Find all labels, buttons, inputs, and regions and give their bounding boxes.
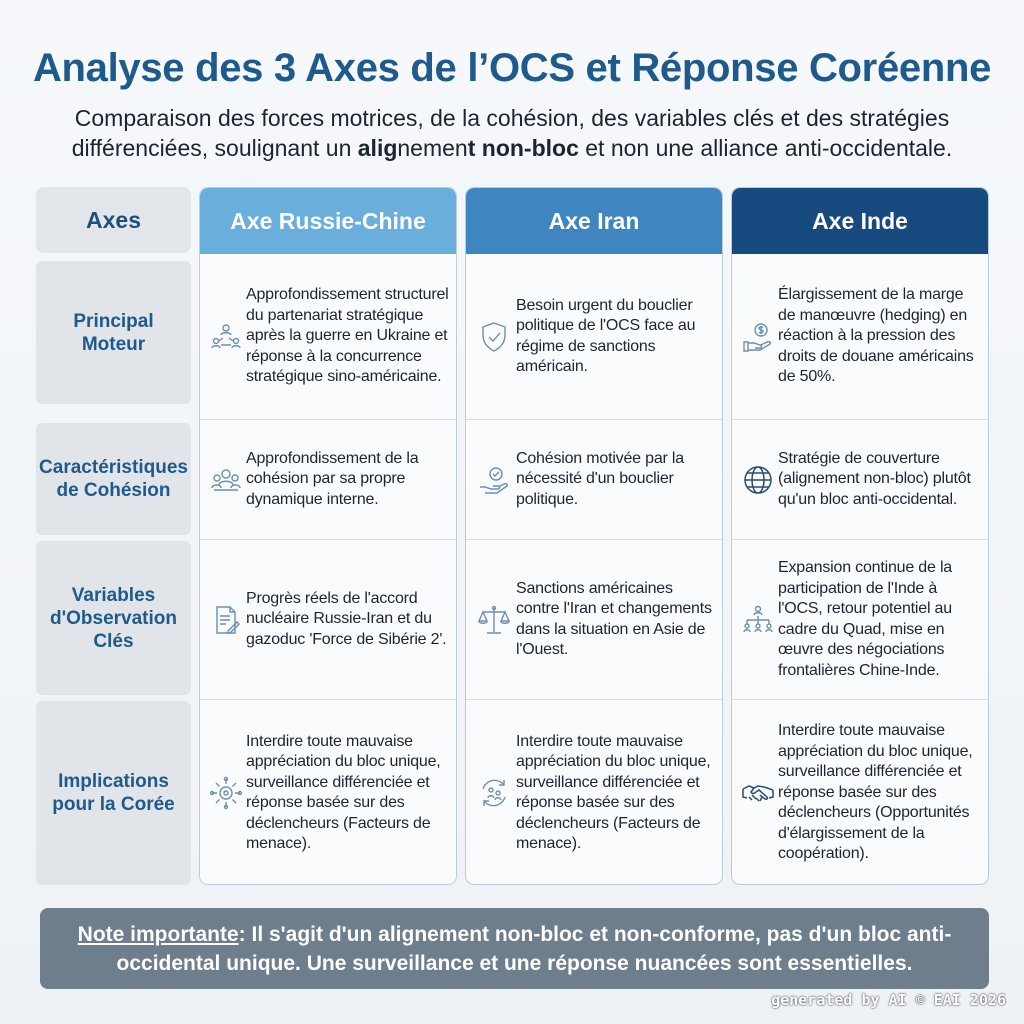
hand-dollar-icon [738, 320, 778, 354]
org-chart-icon [738, 603, 778, 637]
note-text: : Il s'agit d'un alignement non-bloc et non-conforme, pas d'un bloc anti-occidental unique. Une surveillance et une réponse nuancées sont essentielles. [116, 922, 952, 975]
gear-network-icon [206, 776, 246, 810]
page-title: Analyse des 3 Axes de l’OCS et Réponse Coréenne [32, 46, 992, 90]
axes-column [36, 187, 191, 885]
cell-variables [200, 539, 456, 699]
cell-implications [732, 699, 988, 885]
cell-implications [466, 699, 722, 885]
column-header: Axe Russie-Chine [200, 188, 456, 254]
cell-text: Stratégie de couverture (alignement non-bloc) plutôt qu'un bloc anti-occidental. [778, 449, 971, 508]
footer-credit: generated by AI © EAI 2026 [771, 991, 1006, 1009]
cell-text: Besoin urgent du bouclier politique de l'OCS face au régime de sanctions américain. [516, 296, 696, 375]
cell-variables [466, 539, 722, 699]
row-label-implications: Implications pour la Corée [36, 701, 191, 885]
cell-cohesion [200, 419, 456, 539]
cell-text: Interdire toute mauvaise appréciation du bloc unique, surveillance différenciée et réponse basée sur des déclencheurs (Facteurs de menace). [246, 732, 441, 852]
handshake-icon [738, 776, 778, 810]
cell-text: Élargissement de la marge de manœuvre (hedging) en réaction à la pression des droits de douane américains de 50%. [778, 286, 974, 386]
cycle-people-icon [472, 776, 516, 810]
column-header: Axe Inde [732, 188, 988, 254]
cell-moteur [466, 254, 722, 419]
column-russie-chine [199, 187, 457, 885]
cell-cohesion [466, 419, 722, 539]
hand-check-icon [472, 463, 516, 497]
cell-moteur [200, 254, 456, 419]
page-subtitle: Comparaison des forces motrices, de la cohésion, des variables clés et des stratégies différenciées, soulignant un alignement non-bloc et non une alliance anti-occidentale. [71, 105, 953, 161]
cell-text: Approfondissement de la cohésion par sa propre dynamique interne. [246, 449, 419, 508]
scales-icon [472, 603, 516, 637]
important-note [40, 908, 989, 989]
cell-text: Progrès réels de l'accord nucléaire Russie-Iran et du gazoduc 'Force de Sibérie 2'. [246, 589, 447, 648]
cell-text: Cohésion motivée par la nécessité d'un bouclier politique. [516, 449, 684, 508]
column-inde [731, 187, 989, 885]
shield-check-icon [472, 320, 516, 354]
cell-moteur [732, 254, 988, 419]
row-label-moteur: Principal Moteur [36, 261, 191, 404]
cell-text: Interdire toute mauvaise appréciation du bloc unique, surveillance différenciée et réponse basée sur des déclencheurs (Facteurs de menace). [516, 732, 711, 852]
document-edit-icon [206, 603, 246, 637]
axes-header: Axes [36, 187, 191, 253]
row-label-cohesion: Caractéristiques de Cohésion [36, 423, 191, 535]
globe-icon [738, 463, 778, 497]
cell-text: Expansion continue de la participation de l'Inde à l'OCS, retour potentiel au cadre du Quad, mise en œuvre des négociations frontalières Chine-Inde. [778, 559, 952, 679]
cell-variables [732, 539, 988, 699]
cell-implications [200, 699, 456, 885]
row-label-variables: Variables d'Observation Clés [36, 541, 191, 695]
cell-text: Interdire toute mauvaise appréciation du bloc unique, surveillance différenciée et réponse basée sur des déclencheurs (Opportunités d'élargissement de la coopération). [778, 722, 973, 863]
people-network-icon [206, 320, 246, 354]
note-label: Note importante [77, 922, 239, 946]
group-icon [206, 463, 246, 497]
column-iran [465, 187, 723, 885]
cell-text: Approfondissement structurel du partenariat stratégique après la guerre en Ukraine et réponse à la concurrence stratégique sino-américaine. [246, 286, 449, 386]
cell-text: Sanctions américaines contre l'Iran et changements dans la situation en Asie de l'Ouest. [516, 579, 712, 658]
column-header: Axe Iran [466, 188, 722, 254]
cell-cohesion [732, 419, 988, 539]
